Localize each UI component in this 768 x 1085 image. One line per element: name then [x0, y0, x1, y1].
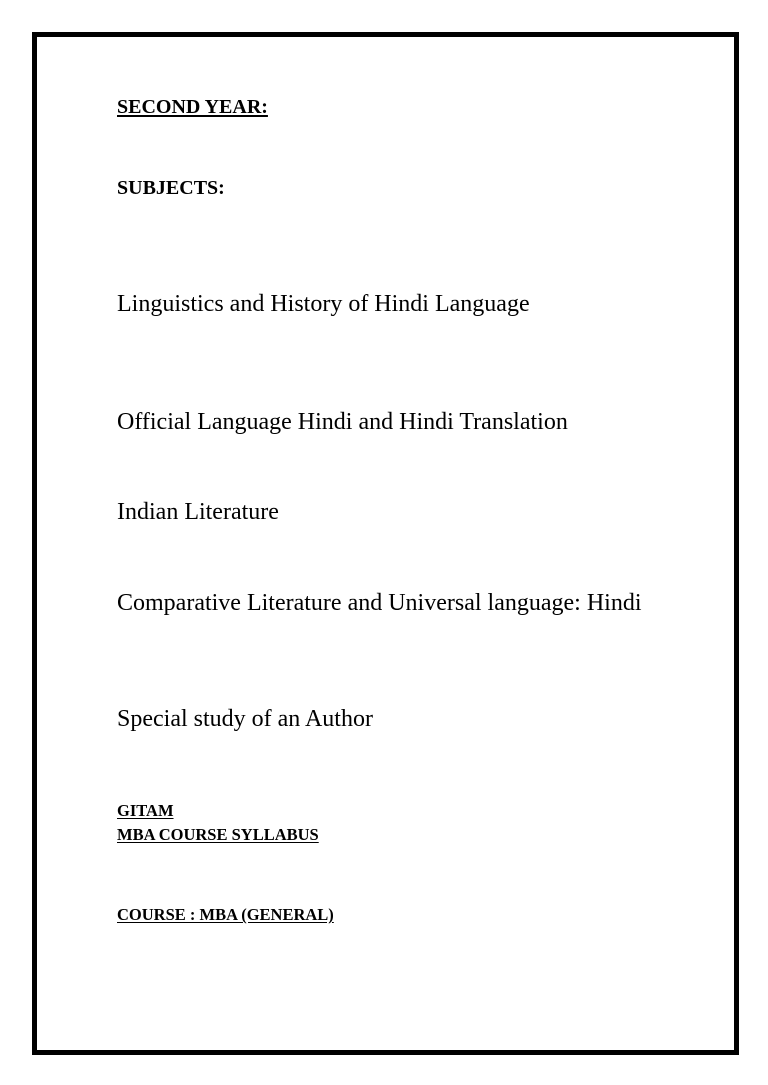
- institution-heading: GITAM: [117, 801, 174, 820]
- subject-item-2: Official Language Hindi and Hindi Translation: [117, 409, 568, 435]
- subject-item-5: Special study of an Author: [117, 706, 373, 732]
- subjects-heading: SUBJECTS:: [117, 177, 225, 199]
- course-line: COURSE : MBA (GENERAL): [117, 905, 334, 924]
- syllabus-title: MBA COURSE SYLLABUS: [117, 825, 319, 844]
- subject-item-3: Indian Literature: [117, 499, 279, 525]
- second-year-heading: SECOND YEAR:: [117, 96, 268, 118]
- subject-item-4: Comparative Literature and Universal language: Hindi: [117, 590, 642, 616]
- subject-item-1: Linguistics and History of Hindi Language: [117, 291, 530, 317]
